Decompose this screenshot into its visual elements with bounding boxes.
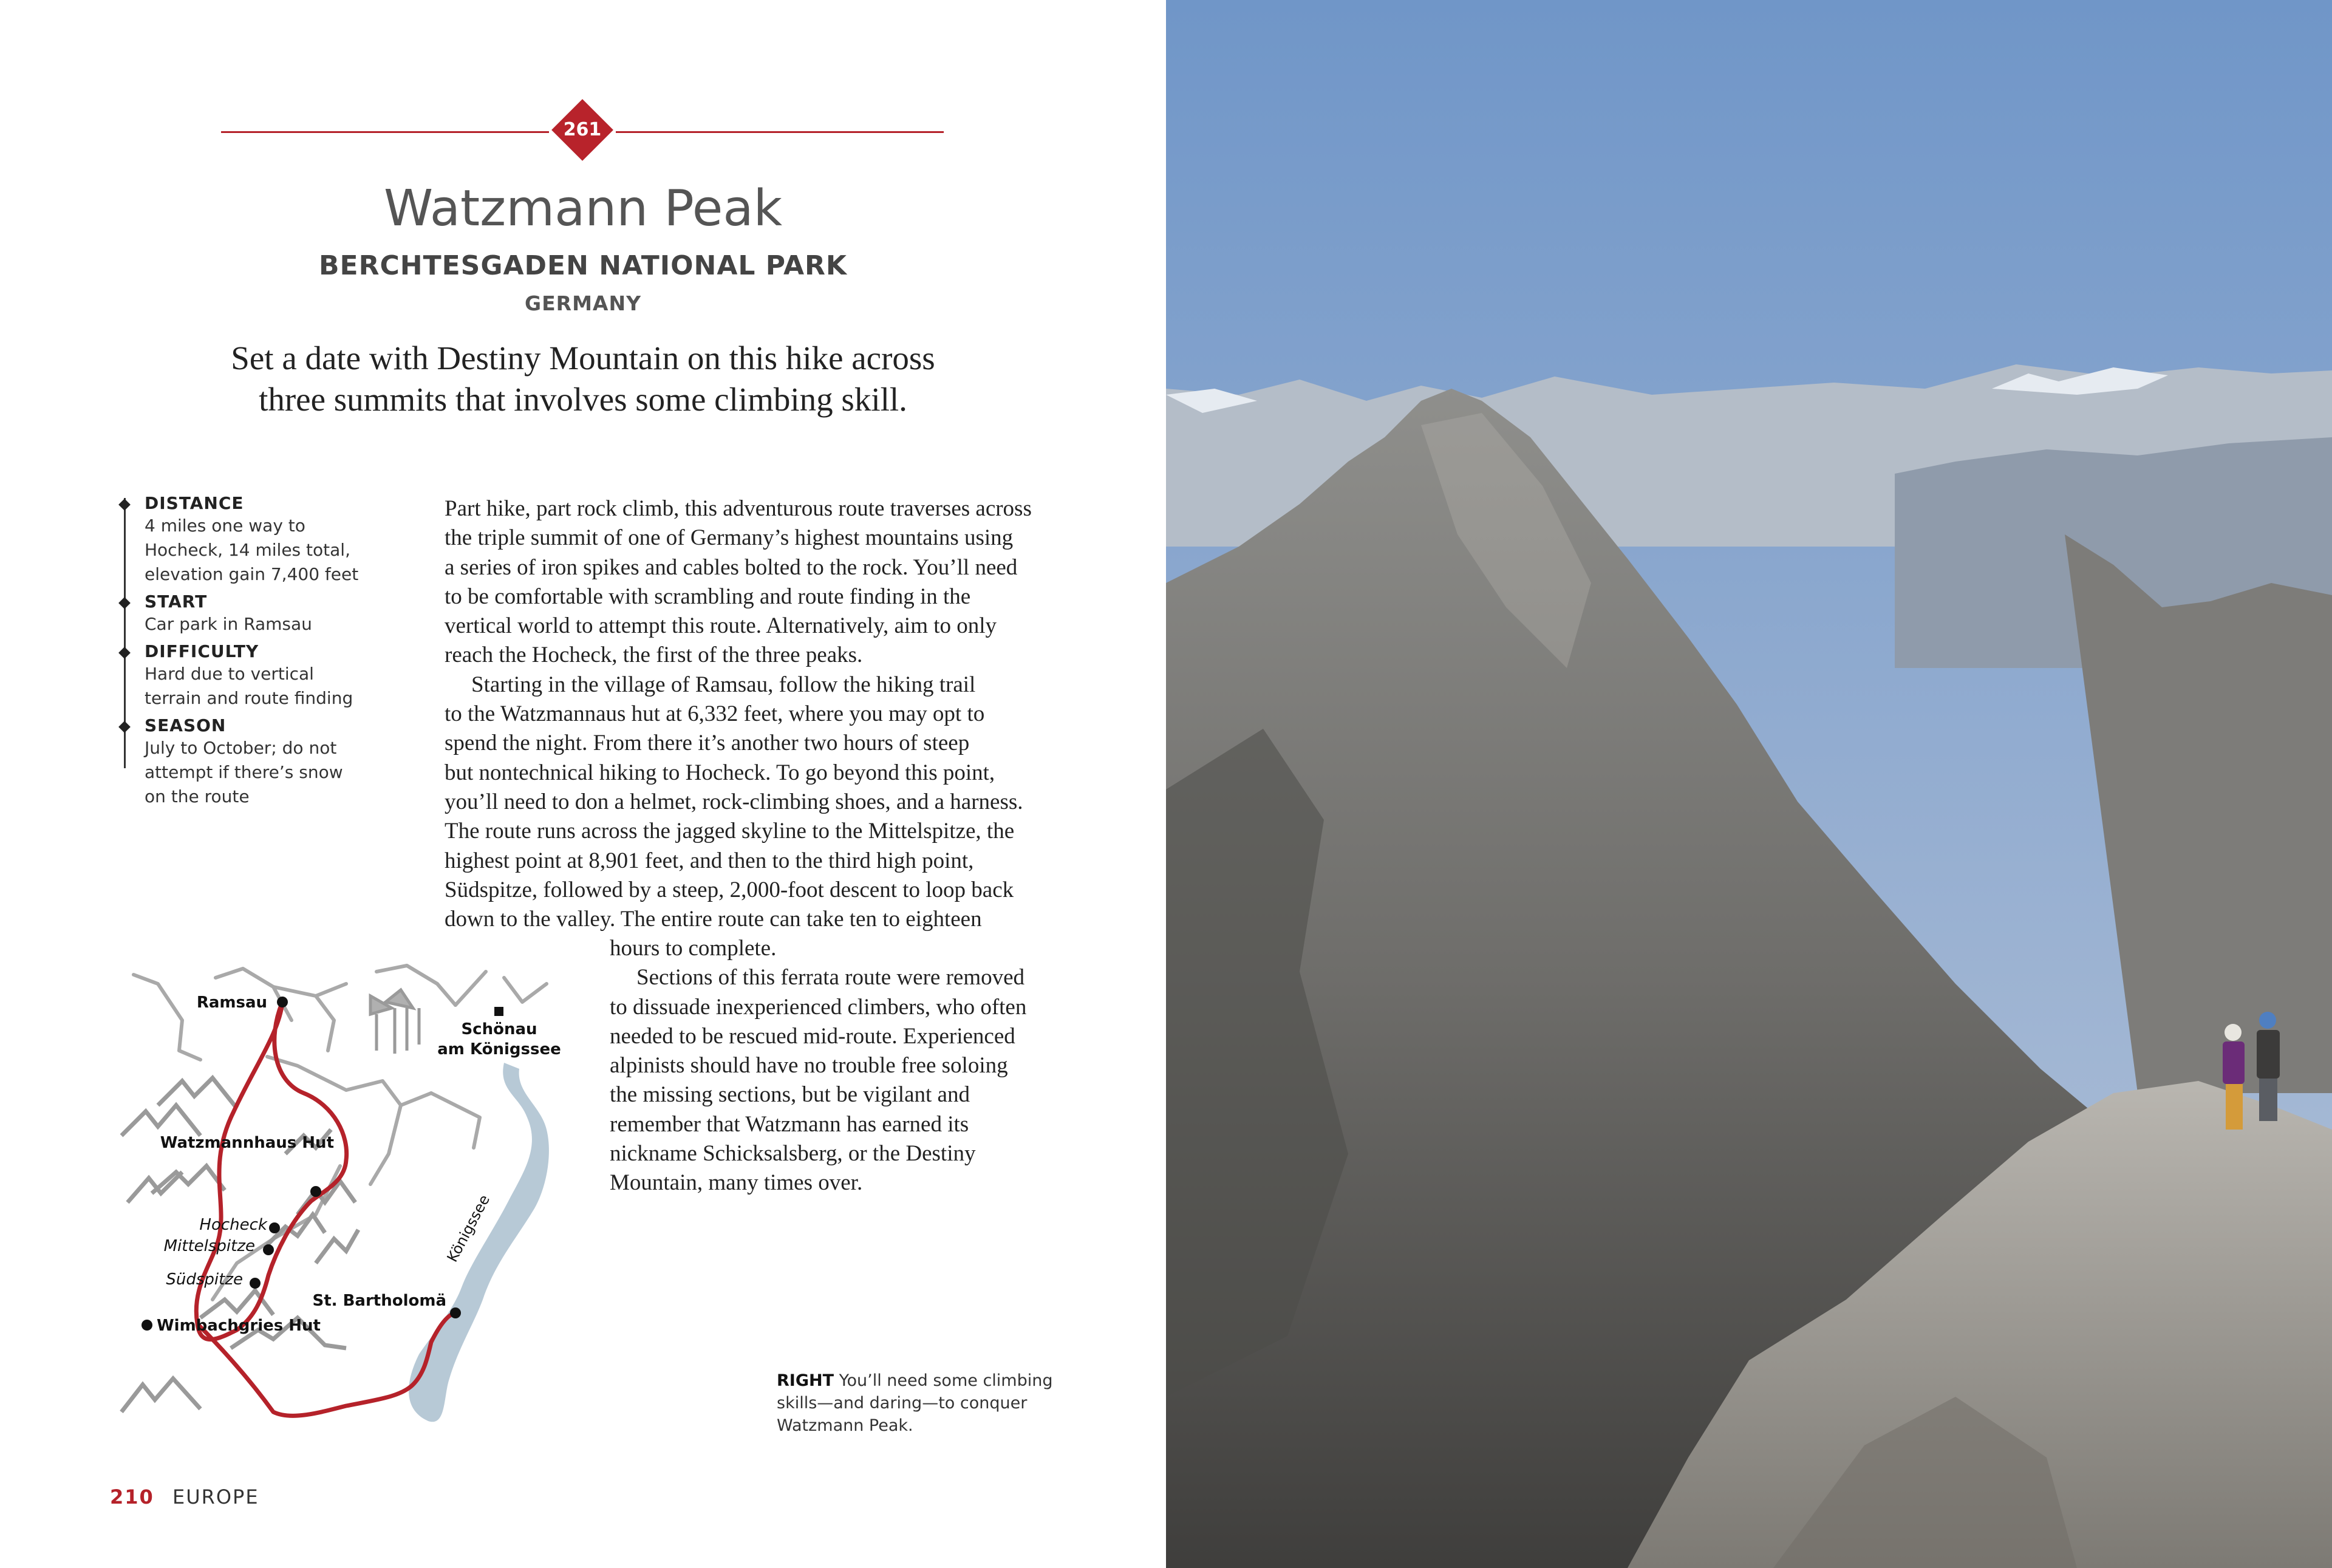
- body-column-2: [610, 934, 1047, 1198]
- fact-value-line: July to October; do not: [145, 738, 337, 758]
- page-number: 210: [110, 1485, 154, 1508]
- fact-value-line: 4 miles one way to: [145, 516, 305, 536]
- label-konigssee: Königssee: [443, 1191, 494, 1265]
- body-line: spend the night. From there it’s another two hours of steep: [445, 731, 970, 756]
- body-line: highest point at 8,901 feet, and then to the third high point,: [445, 848, 974, 873]
- mountain-photo: [1166, 0, 2332, 1568]
- fact-value-line: Hard due to vertical: [145, 664, 314, 684]
- bullet-diamond-icon: [118, 721, 131, 733]
- fact-value-line: elevation gain 7,400 feet: [145, 564, 359, 584]
- entry-number: 261: [563, 119, 602, 140]
- body-line: The route runs across the jagged skyline to the Mittelspitze, the: [445, 819, 1015, 844]
- subtitle-line: Set a date with Destiny Mountain on this hike across: [231, 339, 935, 377]
- label-mittelspitze: Mittelspitze: [163, 1237, 255, 1255]
- fact-value: [145, 662, 397, 711]
- bartholoma-point: [450, 1307, 461, 1318]
- body-line: hours to complete.: [610, 936, 777, 961]
- label-hocheck: Hocheck: [199, 1216, 267, 1234]
- body-line: you’ll need to don a helmet, rock-climbing shoes, and a harness.: [445, 789, 1023, 814]
- wimbachgries-point: [141, 1320, 152, 1331]
- tree-icons: [370, 990, 419, 1054]
- body-line: Starting in the village of Ramsau, follow the hiking trail: [471, 672, 976, 697]
- watzmannhaus-point: [310, 1186, 321, 1197]
- subtitle-line: three summits that involves some climbing skill.: [259, 381, 907, 418]
- caption-text: skills—and daring—to conquer: [777, 1394, 1028, 1413]
- label-wimbachgries: Wimbachgries Hut: [157, 1317, 321, 1335]
- fact-value-line: on the route: [145, 786, 250, 806]
- route-map: [115, 960, 577, 1433]
- fact-value-line: Hocheck, 14 miles total,: [145, 540, 350, 560]
- fact-distance: [118, 493, 397, 587]
- body-line: Part hike, part rock climb, this adventurous route traverses across: [445, 496, 1032, 521]
- fact-value-line: Car park in Ramsau: [145, 614, 312, 634]
- fact-value-line: terrain and route finding: [145, 688, 353, 708]
- header-rule-left: [221, 131, 549, 133]
- body-line: alpinists should have no trouble free soloing: [610, 1053, 1008, 1079]
- fact-value: [145, 612, 397, 636]
- fact-value: [145, 736, 397, 809]
- fact-label: DIFFICULTY: [145, 641, 259, 661]
- mittelspitze-point: [263, 1244, 274, 1255]
- body-line: the missing sections, but be vigilant and: [610, 1082, 970, 1108]
- caption-text: You’ll need some climbing: [834, 1371, 1053, 1390]
- fact-label: DISTANCE: [145, 493, 244, 513]
- bullet-diamond-icon: [118, 597, 131, 609]
- entry-number-badge: [550, 97, 615, 163]
- body-line: Mountain, many times over.: [610, 1170, 863, 1196]
- fact-season: [118, 715, 397, 809]
- body-line: the triple summit of one of Germany’s highest mountains using: [445, 525, 1014, 551]
- country-name: GERMANY: [525, 291, 641, 315]
- body-line: to be comfortable with scrambling and route finding in the: [445, 584, 971, 609]
- page-footer: [110, 1485, 259, 1508]
- photo-caption: [777, 1369, 1056, 1437]
- sudspitze-point: [250, 1278, 261, 1289]
- bullet-diamond-icon: [118, 647, 131, 659]
- label-bartholoma: St. Bartholomä: [312, 1292, 446, 1310]
- map-labels: [157, 994, 561, 1335]
- fact-start: [118, 591, 397, 636]
- ramsau-point: [277, 997, 288, 1007]
- body-line: Sections of this ferrata route were removed: [636, 965, 1025, 990]
- label-ramsau: Ramsau: [196, 994, 267, 1012]
- bullet-diamond-icon: [118, 499, 131, 511]
- body-line: reach the Hocheck, the first of the three peaks.: [445, 643, 863, 668]
- body-line: down to the valley. The entire route can take ten to eighteen: [445, 907, 982, 932]
- body-line: nickname Schicksalsberg, or the Destiny: [610, 1141, 976, 1167]
- fact-value: [145, 514, 397, 587]
- header-rule-right: [616, 131, 944, 133]
- caption-text: Watzmann Peak.: [777, 1416, 913, 1435]
- park-name: BERCHTESGADEN NATIONAL PARK: [319, 250, 847, 281]
- body-line: but nontechnical hiking to Hocheck. To go beyond this point,: [445, 760, 995, 785]
- hocheck-point: [269, 1222, 280, 1233]
- hike-route: [196, 1002, 455, 1416]
- page-title: Watzmann Peak: [383, 180, 783, 237]
- caption-direction: RIGHT: [777, 1371, 834, 1390]
- photo-illustration: [1166, 0, 2332, 1568]
- body-line: Südspitze, followed by a steep, 2,000-foot descent to loop back: [445, 877, 1014, 902]
- fact-value-line: attempt if there’s snow: [145, 762, 343, 782]
- label-sudspitze: Südspitze: [166, 1270, 243, 1289]
- schonau-point: [494, 1007, 503, 1016]
- fact-difficulty: [118, 641, 397, 711]
- body-line: to dissuade inexperienced climbers, who often: [610, 994, 1027, 1020]
- subtitle: [121, 338, 1045, 420]
- section-name: EUROPE: [172, 1485, 259, 1508]
- body-column-1: [445, 494, 1046, 934]
- label-schonau: Schönau: [461, 1020, 537, 1038]
- body-line: a series of iron spikes and cables bolted to the rock. You’ll need: [445, 554, 1018, 580]
- label-am-konigssee: am Königssee: [437, 1040, 561, 1058]
- body-line: needed to be rescued mid-route. Experienced: [610, 1023, 1015, 1049]
- body-line: to the Watzmannaus hut at 6,332 feet, where you may opt to: [445, 701, 985, 727]
- fact-label: START: [145, 591, 208, 612]
- fact-label: SEASON: [145, 715, 227, 735]
- body-line: remember that Watzmann has earned its: [610, 1111, 969, 1137]
- facts-sidebar: [118, 493, 397, 814]
- label-watzmannhaus: Watzmannhaus Hut: [160, 1134, 334, 1152]
- body-line: vertical world to attempt this route. Alternatively, aim to only: [445, 613, 997, 639]
